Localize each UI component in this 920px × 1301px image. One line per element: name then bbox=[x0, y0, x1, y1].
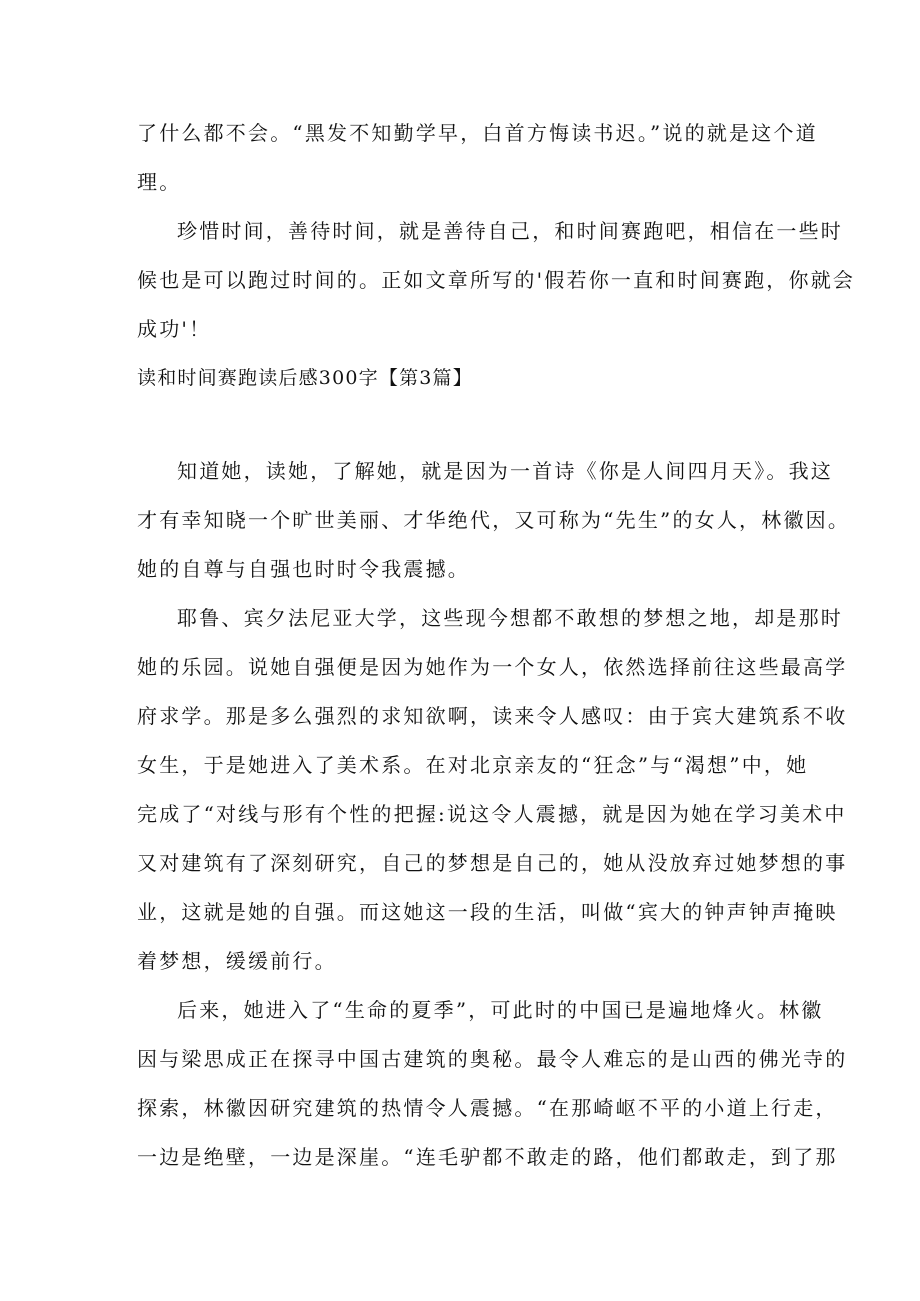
paragraph-5-line-2: 因与梁思成正在探寻中国古建筑的奥秘。最令人难忘的是山西的佛光寺的 bbox=[137, 1047, 848, 1071]
paragraph-4-line-5: 完成了“对线与形有个性的把握:说这令人震撼，就是因为她在学习美术中 bbox=[137, 802, 847, 826]
paragraph-4-line-3: 府求学。那是多么强烈的求知欲啊，读来令人感叹：由于宾大建筑系不收 bbox=[137, 704, 848, 728]
paragraph-5-line-3: 探索，林徽因研究建筑的热情令人震撼。“在那崎岖不平的小道上行走， bbox=[137, 1096, 838, 1120]
paragraph-1-line-1: 了什么都不会。“黑发不知勤学早，白首方悔读书迟。”说的就是这个道 bbox=[137, 121, 818, 145]
paragraph-4-line-2: 她的乐园。说她自强便是因为她作为一个女人，依然选择前往这些最高学 bbox=[137, 655, 848, 679]
paragraph-3-line-2: 才有幸知晓一个旷世美丽、才华绝代，又可称为“先生”的女人，林徽因。 bbox=[137, 508, 851, 532]
paragraph-4-line-6: 又对建筑有了深刻研究，自己的梦想是自己的，她从没放弃过她梦想的事 bbox=[137, 851, 848, 875]
paragraph-3-line-1: 知道她，读她，了解她，就是因为一首诗《你是人间四月天》。我这 bbox=[177, 459, 833, 483]
section-heading: 读和时间赛跑读后感300字【第3篇】 bbox=[137, 367, 473, 389]
paragraph-2-line-1: 珍惜时间，善待时间，就是善待自己，和时间赛跑吧，相信在一些时 bbox=[177, 219, 843, 243]
paragraph-4-line-7: 业，这就是她的自强。而这她这一段的生活，叫做“宾大的钟声钟声掩映 bbox=[137, 900, 838, 924]
paragraph-2-line-3: 成功'！ bbox=[137, 317, 212, 341]
paragraph-4-line-4: 女生，于是她进入了美术系。在对北京亲友的“狂念”与“渴想”中，她 bbox=[137, 753, 809, 777]
paragraph-4-line-1: 耶鲁、宾夕法尼亚大学，这些现今想都不敢想的梦想之地，却是那时 bbox=[177, 606, 843, 630]
paragraph-4-line-8: 着梦想，缓缓前行。 bbox=[137, 949, 337, 973]
paragraph-2-line-2: 候也是可以跑过时间的。正如文章所写的'假若你一直和时间赛跑，你就会 bbox=[137, 268, 856, 292]
paragraph-3-line-3: 她的自尊与自强也时时令我震撼。 bbox=[137, 557, 470, 581]
paragraph-5-line-4: 一边是绝壁，一边是深崖。“连毛驴都不敢走的路，他们都敢走，到了那 bbox=[137, 1145, 838, 1169]
paragraph-1-line-2: 理。 bbox=[137, 170, 182, 194]
paragraph-5-line-1: 后来，她进入了“生命的夏季”，可此时的中国已是遍地烽火。林徽 bbox=[177, 998, 824, 1022]
